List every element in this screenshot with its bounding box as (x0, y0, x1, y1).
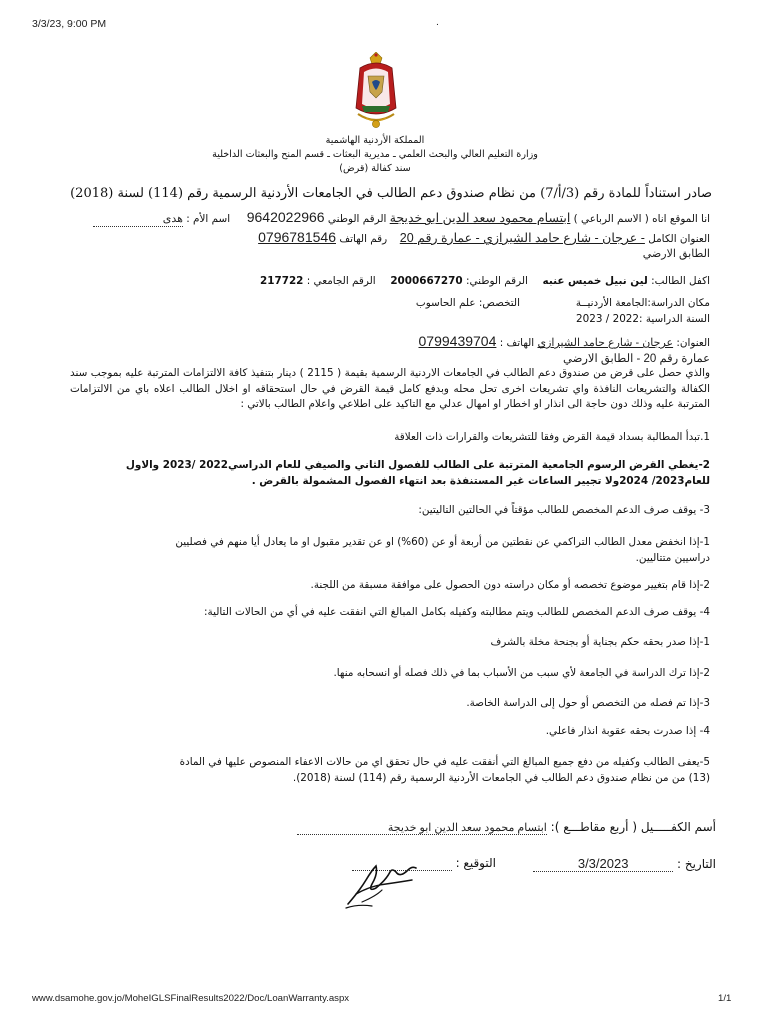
item-4-1: 1-إذا صدر بحقه حكم بجناية أو بجنحة مخلة بالشرف (490, 636, 710, 648)
student-address-label: العنوان: (676, 337, 710, 349)
item-3-2: 2-إذا قام بتغيير موضوع تخصصه أو مكان دراسته دون الحصول على موافقة مسبقة من اللجنة. (310, 579, 710, 591)
mother-label: اسم الأم : (186, 213, 231, 225)
item-4-2: 2-إذا ترك الدراسة في الجامعة لأي سبب من الأسباب بما في ذلك فصله أو انسحابه منها. (333, 667, 710, 679)
obligation-paragraph: والذي حصل على قرض من صندوق دعم الطالب في الجامعات الاردنية الرسمية بقيمة ( 2115 ) دينار بتنفيذ كافة الالتزامات المترتبة عليه بموجب سند الكفالة والتشريعات النافذة واي تشريعات اخرى تحل محله وبدفع كامل قيمة القرض في حال استحقاقه او اخلال الطالب اعلاه باي من الالتزامات المترتبة عليه وذلك دون حاجة الى انذار او اخطار او امهال عدلي مع التاكيد على اطلاعي واعلام الطالب بالاتي : (70, 367, 710, 410)
signer-national-id-label: الرقم الوطني (327, 213, 387, 225)
academic-year: السنة الدراسية :2022 / 2023 (576, 313, 710, 325)
student-uni-id: 217722 (260, 275, 304, 287)
signer-name: ابتسام محمود سعد الدين ابو خديجة (389, 211, 571, 225)
student-name: لين نبيل خميس عنبه (542, 275, 648, 287)
signer-phone: 0796781546 (258, 229, 336, 245)
student-uni-id-label: الرقم الجامعي : (306, 275, 376, 287)
student-row (260, 274, 710, 288)
signature-label: التوقيع : (455, 856, 496, 870)
coat-of-arms-logo (352, 52, 400, 130)
student-building: عمارة رقم 20 - الطابق الارضي (563, 353, 710, 365)
date-value: 3/3/2023 (577, 856, 629, 871)
print-footer-url: www.dsamohe.gov.jo/MoheIGLSFinalResults2022/Doc/LoanWarranty.aspx (32, 993, 350, 1004)
letterhead-ministry: وزارة التعليم العالي والبحث العلمي ـ مديرية البعثات ـ قسم المنح والبعثات الداخلية (212, 149, 538, 160)
student-national-id: 2000667270 (390, 275, 463, 287)
letterhead-doc-type: سند كفالة (قرض) (339, 163, 411, 174)
print-footer-page: 1/1 (718, 993, 732, 1004)
letterhead-kingdom: المملكة الأردنية الهاشمية (325, 135, 425, 146)
document-title: صادر استناداً للمادة رقم (3/أ/7) من نظام صندوق دعم الطالب في الجامعات الأردنية الرسمية رقم (114) لسنة (2018) (70, 186, 712, 201)
item-1: 1.تبدأ المطالبة بسداد قيمة القرض وفقا للتشريعات والقرارات ذات العلاقة (394, 431, 710, 443)
student-national-id-label: الرقم الوطني: (465, 275, 528, 287)
guarantor-name-value: ابتسام محمود سعد الدين ابو خديجة (387, 822, 547, 834)
guarantor-name-row (316, 820, 716, 835)
student-address-row (420, 334, 710, 350)
item-4-3: 3-إذا تم فصله من التخصص أو حول إلى الدراسة الخاصة. (466, 697, 710, 709)
item-4-4: 4- إذا صدرت بحقه عقوبة انذار فاعلي. (545, 725, 710, 737)
date-field (533, 856, 673, 872)
handwritten-signature (342, 850, 418, 910)
specialty: التخصص: علم الحاسوب (415, 297, 520, 309)
student-address: عرجان - شارع حامد الشيرازي (537, 337, 674, 349)
date-row (500, 856, 716, 872)
signer-address-row (160, 230, 710, 246)
signer-label: انا الموقع اناه ( الاسم الرباعي ) (573, 213, 710, 225)
guarantor-name-label: أسم الكفـــــيل ( أربع مقاطـــع ): (550, 820, 716, 834)
item-4: 4- يوقف صرف الدعم المخصص للطالب ويتم مطالبته وكفيله بكامل المبالغ التي انفقت عليه في أي من الحالات التالية: (204, 606, 710, 618)
signer-phone-label: رقم الهاتف (339, 233, 388, 245)
guarantor-name (297, 820, 547, 835)
item-5: 5-يعفى الطالب وكفيله من دفع جميع المبالغ التي أنفقت عليه في حال تحقق اي من حالات الاعفاء المنصوص عليها في المادة (13) من من نظام صندوق دعم الطالب في الجامعات الأردنية الرسمية رقم (114) لسنة (2018). (179, 756, 710, 784)
student-phone-label: الهاتف : (499, 337, 535, 349)
print-header-dot: . (436, 16, 439, 28)
mother-name: هدى (93, 212, 183, 227)
study-place: مكان الدراسة:الجامعة الأردنيــة (575, 297, 710, 309)
signer-floor: الطابق الارضي (642, 248, 710, 260)
signer-address: - عرجان - شارع حامد الشيرازي - عمارة رقم 20 (399, 231, 645, 245)
date-label: التاريخ : (676, 857, 716, 871)
item-3: 3- يوقف صرف الدعم المخصص للطالب مؤقتاً في الحالتين التاليتين: (418, 504, 710, 516)
address-label: العنوان الكامل (648, 233, 710, 245)
item-3-1: 1-إذا انخفض معدل الطالب التراكمي عن نقطتين من أربعة أو عن (60%) او عن تقدير مقبول او ما يعادل أيا منهم في فصليين دراسيين متتاليين. (175, 536, 710, 564)
signer-row (108, 210, 710, 227)
signer-national-id: 9642022966 (246, 209, 325, 225)
print-datetime: 3/3/23, 9:00 PM (32, 18, 107, 30)
item-2: 2-يغطي القرض الرسوم الجامعية المترتبة على الطالب للفصول الثاني والصيفي للعام الدراسي2022 /2023 والاول للعام2023/ 2024ولا تجيير الساعات غير المستنفذة بعد انتهاء الفصول المشمولة بالقرض . (125, 459, 710, 487)
student-phone: 0799439704 (418, 333, 497, 349)
sponsor-label: اكفل الطالب: (651, 275, 710, 287)
